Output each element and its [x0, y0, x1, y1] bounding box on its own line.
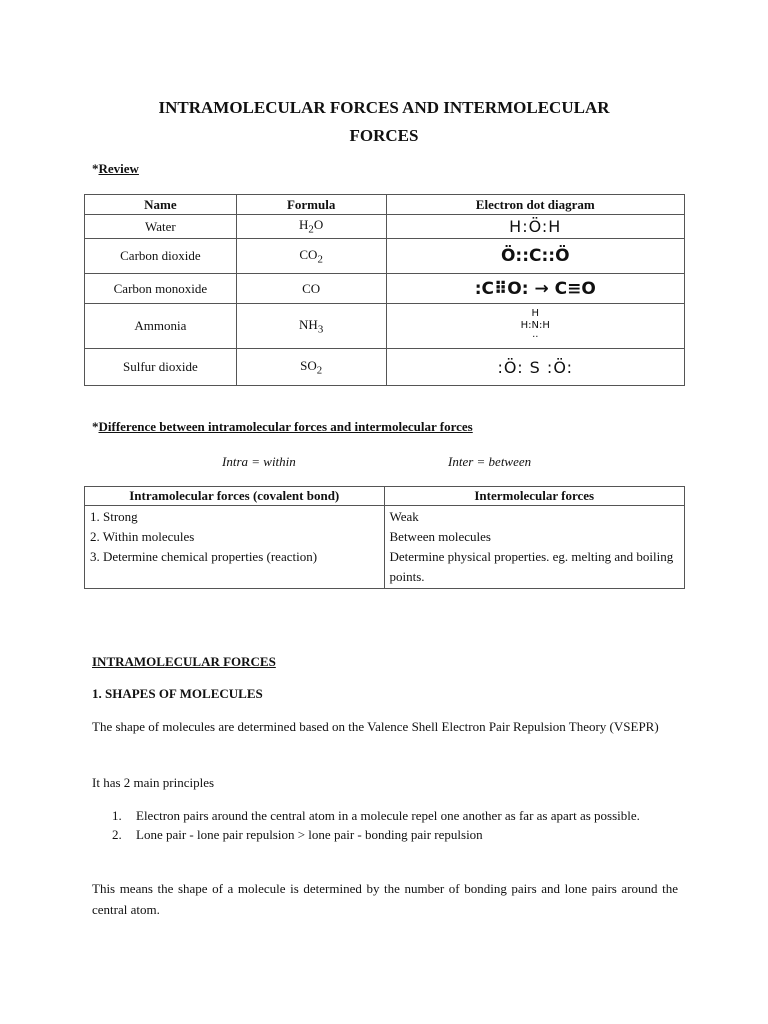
list-text: Electron pairs around the central atom in a molecule repel one another as far as apart as possible.: [136, 808, 640, 823]
row-name: Ammonia: [85, 304, 237, 349]
row-name: Carbon monoxide: [85, 274, 237, 304]
electron-dot-diagram-water: [386, 215, 684, 239]
header-diagram: Electron dot diagram: [386, 195, 684, 215]
row-formula: [236, 304, 386, 349]
review-label: Review: [98, 161, 139, 176]
table-row: [85, 274, 685, 304]
list-item: 2. Within molecules: [90, 529, 195, 544]
header-intramolecular: Intramolecular forces (covalent bond): [85, 487, 385, 506]
formula-main: CO: [302, 280, 321, 296]
difference-label: Difference between intramolecular forces and intermolecular forces: [98, 419, 473, 434]
formula-subscript: 2: [308, 223, 314, 236]
title-line-1: INTRAMOLECULAR FORCES AND INTERMOLECULAR: [158, 98, 610, 117]
row-name: Sulfur dioxide: [85, 349, 237, 386]
row-formula: [236, 239, 386, 274]
list-item: Between molecules: [389, 529, 491, 544]
paragraph-vsepr: The shape of molecules are determined based on the Valence Shell Electron Pair Repulsion Theory (VSEPR): [92, 719, 659, 734]
intra-definition: Intra = within: [222, 454, 296, 469]
table-row: [85, 349, 685, 386]
header-formula: Formula: [236, 195, 386, 215]
diagram-text: H:Ö:H: [509, 217, 562, 236]
document-title: [84, 94, 684, 150]
review-heading: [92, 161, 139, 177]
row-formula: [236, 274, 386, 304]
review-table: [84, 194, 685, 386]
review-marker: *: [92, 161, 99, 176]
list-item: 1. Strong: [90, 509, 138, 524]
difference-heading: [92, 419, 473, 435]
row-name: Water: [85, 215, 237, 239]
formula-subscript: 2: [316, 364, 323, 377]
formula-main: NH: [299, 316, 318, 332]
diagram-text: Ö::C::Ö: [500, 246, 570, 266]
list-text: Lone pair - lone pair repulsion > lone pair - bonding pair repulsion: [136, 827, 483, 842]
list-item: Weak: [389, 509, 419, 524]
paragraph-conclusion: This means the shape of a molecule is determined by the number of bonding pairs and lone pairs around the central atom.: [92, 881, 678, 917]
list-item: Determine physical properties. eg. melting and boiling points.: [389, 549, 674, 584]
electron-dot-diagram-so2: [386, 349, 684, 386]
electron-dot-diagram-co2: [386, 239, 684, 274]
row-name: Carbon dioxide: [85, 239, 237, 274]
section-heading-intramolecular: INTRAMOLECULAR FORCES: [92, 654, 276, 669]
comparison-table-header: [85, 487, 685, 506]
diagram-text: :C⠿O: → C≡O: [474, 278, 596, 299]
list-item: [112, 806, 678, 825]
formula-tail: O: [313, 217, 324, 233]
inter-definition: Inter = between: [448, 454, 532, 469]
list-number: 1.: [112, 808, 122, 823]
principles-list: [112, 806, 678, 844]
formula-main: H: [299, 217, 309, 233]
formula-main: SO: [300, 357, 317, 373]
formula-main: CO: [299, 246, 318, 262]
header-intermolecular: Intermolecular forces: [384, 487, 685, 506]
table-row: [85, 304, 685, 349]
comparison-table-body: [85, 506, 685, 589]
table-row: [85, 239, 685, 274]
formula-subscript: 2: [317, 253, 323, 266]
review-table-header: [85, 195, 685, 215]
intermolecular-column: [384, 506, 685, 589]
paragraph-principles-intro: It has 2 main principles: [92, 775, 215, 790]
section-heading-shapes: 1. SHAPES OF MOLECULES: [92, 686, 263, 701]
formula-subscript: 3: [317, 323, 324, 336]
title-line-2: FORCES: [349, 126, 419, 145]
list-item: [112, 825, 678, 844]
intramolecular-column: [85, 506, 385, 589]
diagram-dots: ··: [532, 332, 539, 343]
table-row: [85, 215, 685, 239]
row-formula: [236, 215, 386, 239]
diagram-text: :Ö: S :Ö:: [497, 357, 574, 377]
row-formula: [236, 349, 386, 386]
electron-dot-diagram-nh3: [386, 304, 684, 349]
header-name: Name: [85, 195, 237, 215]
diagram-mid: H:N:H: [520, 320, 550, 331]
list-item: 3. Determine chemical properties (reaction): [90, 549, 318, 564]
difference-marker: *: [92, 419, 99, 434]
diagram-top: H: [531, 308, 540, 319]
comparison-table: [84, 486, 685, 589]
list-number: 2.: [112, 827, 122, 842]
electron-dot-diagram-co: [386, 274, 684, 304]
